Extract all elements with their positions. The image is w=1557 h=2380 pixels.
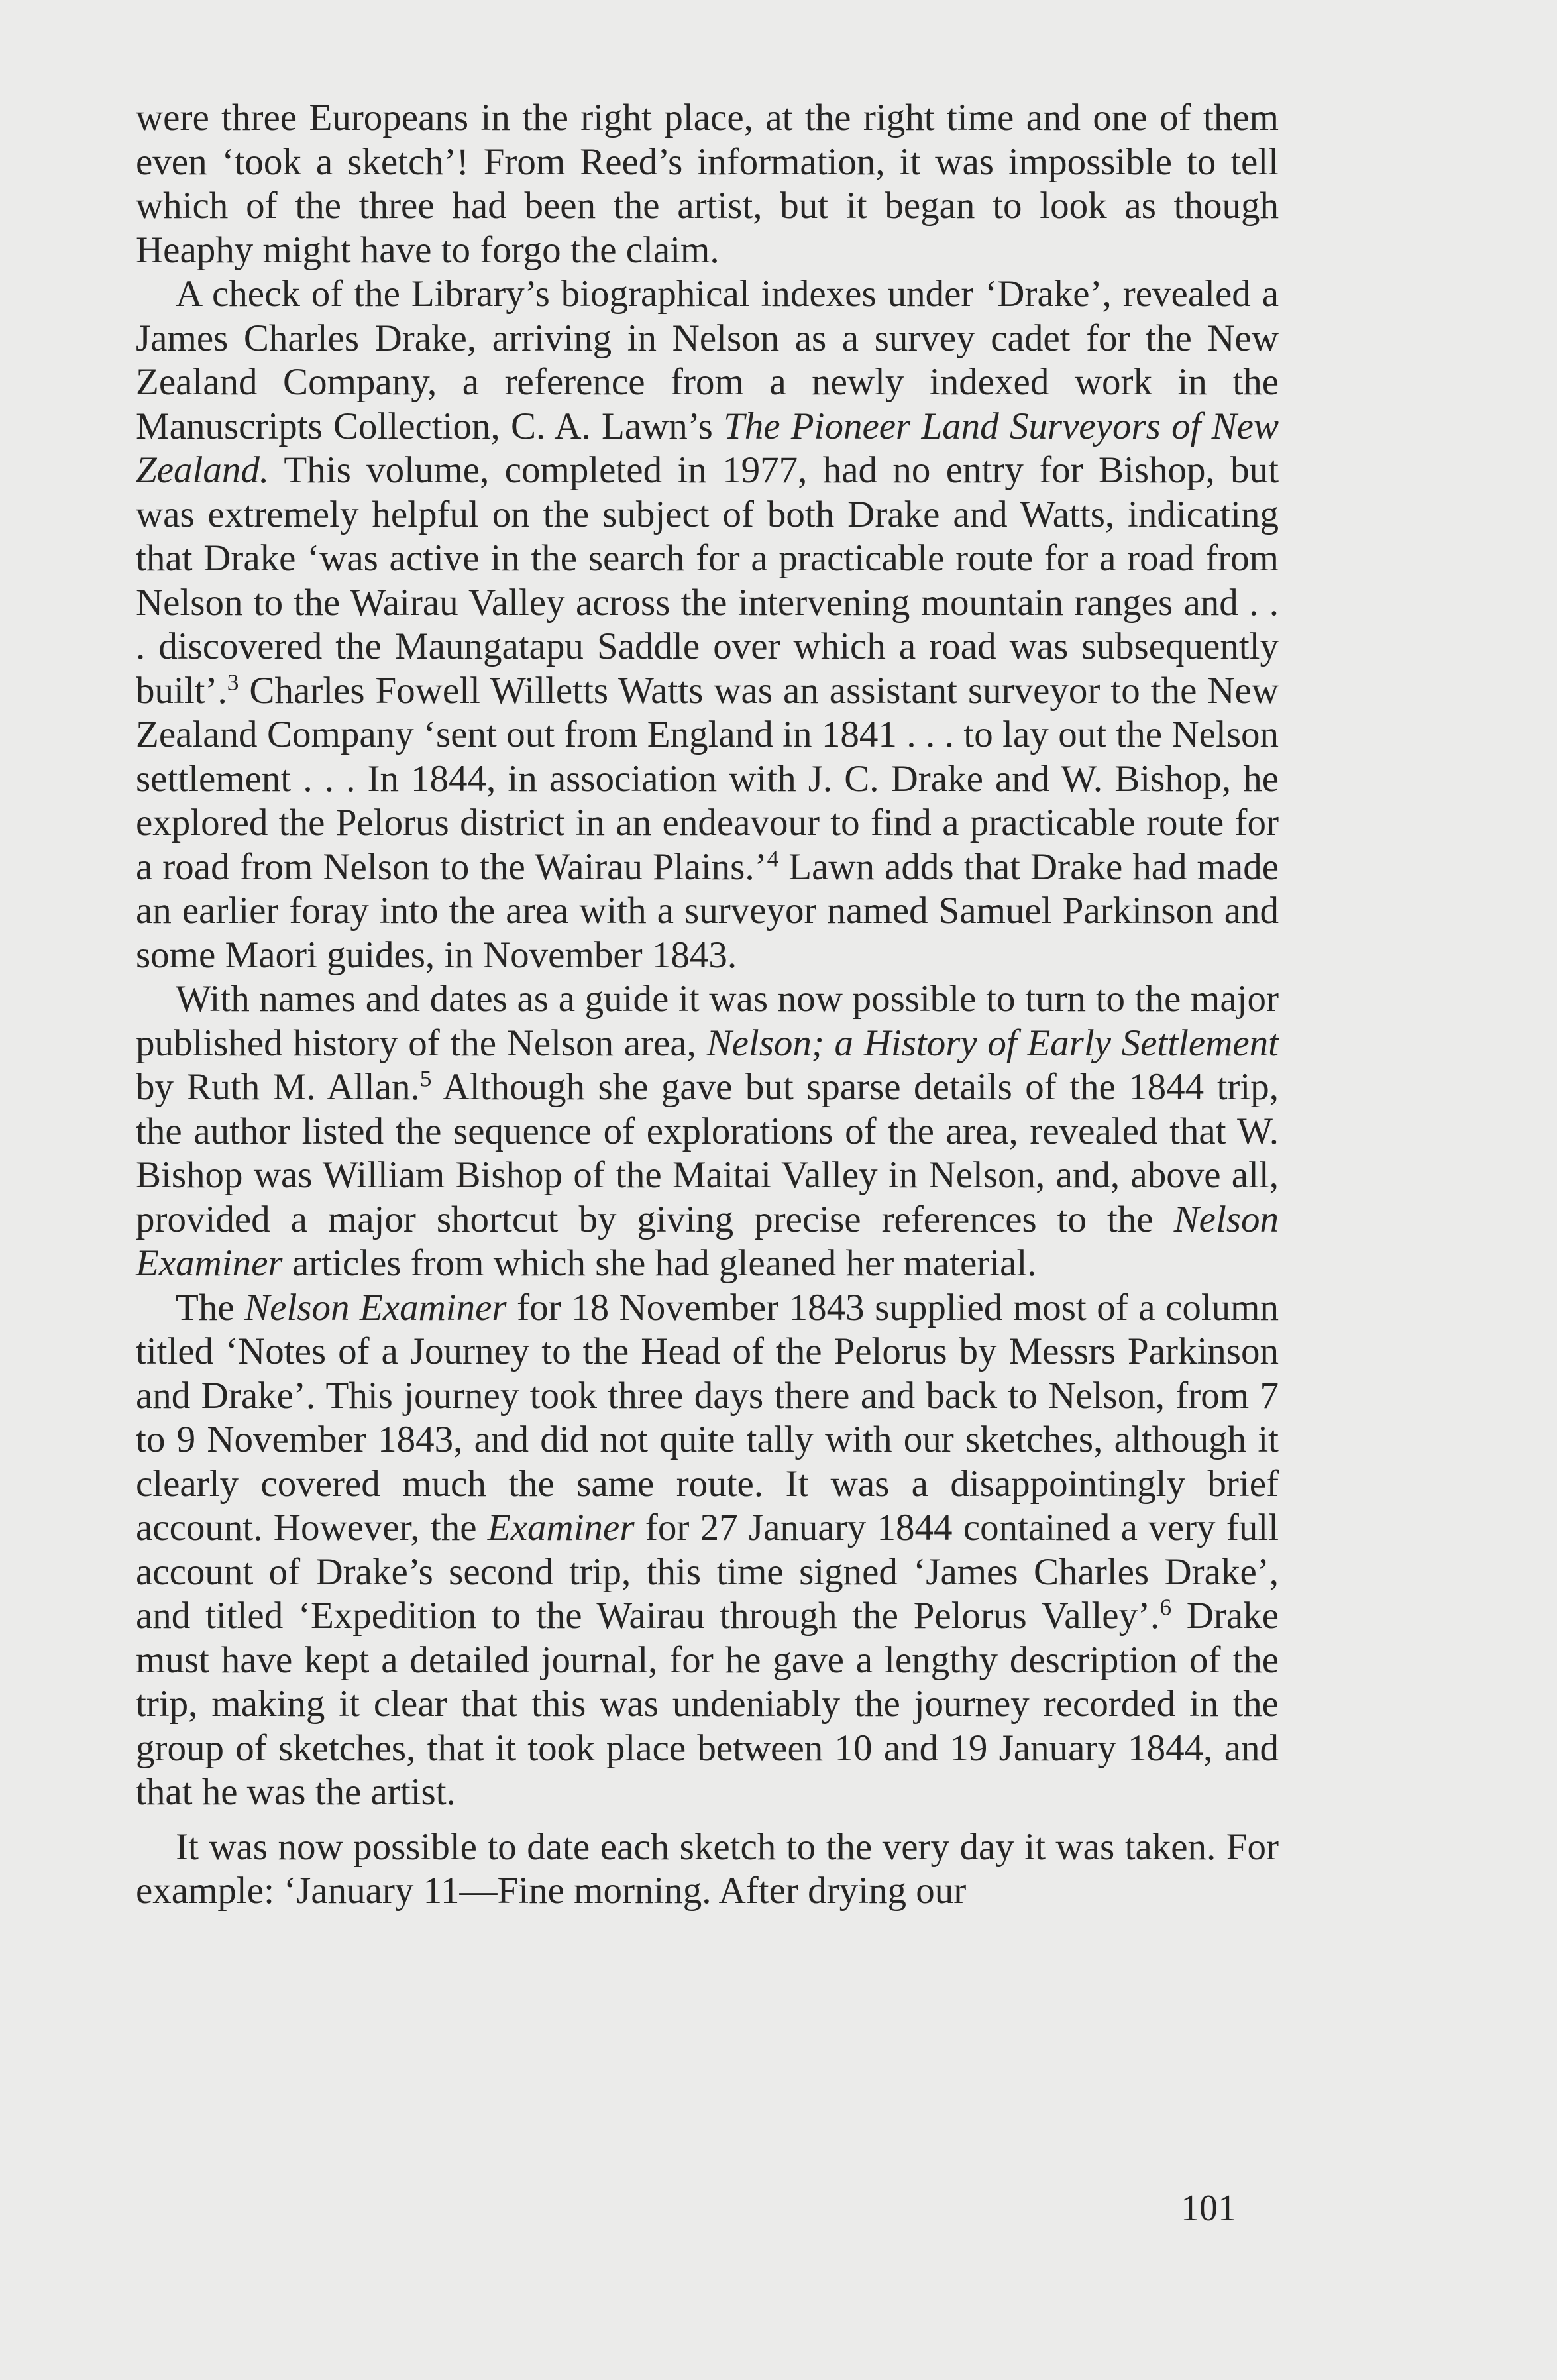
text-run: by Ruth M. Allan. <box>136 1066 420 1108</box>
page-number: 101 <box>1181 2188 1236 2229</box>
body-text <box>136 96 1279 1914</box>
text-run: A check of the Library’s biographical indexes under ‘Drake’, revealed a James Charles Drake, arriving in Nelson as a survey cadet for the New Zealand Company, a reference from a newly indexed work in the Manuscripts Collection, C. A. Lawn’s <box>136 273 1279 447</box>
paragraph <box>136 977 1279 1286</box>
text-run: The <box>176 1286 245 1328</box>
text-run: With names and dates as a guide it was now possible to turn to the major published history of the Nelson area, <box>136 978 1279 1064</box>
text-run: It was now possible to date each sketch to the very day it was taken. For example: ‘January 11—Fine morning. After drying our <box>136 1825 1279 1912</box>
paragraph <box>136 272 1279 977</box>
italic-book-title: Nelson; a History of Early Settlement <box>706 1022 1279 1064</box>
text-run: for 27 January 1844 contained a very full account of Drake’s second trip, this time signed ‘James Charles Drake’, and titled ‘Expedition to the Wairau through the Pelorus Valley’. <box>136 1507 1279 1637</box>
footnote-marker: 4 <box>767 845 779 872</box>
text-run: Lawn adds that Drake had made an earlier foray into the area with a surveyor named Samuel Parkinson and some Maori guides, in November 1843. <box>136 845 1279 976</box>
italic-newspaper-title: Examiner <box>487 1507 635 1548</box>
text-run: Charles Fowell Willetts Watts was an assistant surveyor to the New Zealand Company ‘sent out from England in 1841 . . . to lay out the Nelson settlement . . . In 1844, in association with J. C. Drake and W. Bishop, he explored the Pelorus district in an endeavour to find a practicable route for a road from Nelson to the Wairau Plains.’ <box>136 669 1279 888</box>
italic-book-title: The Pioneer Land Surveyors of New Zealand. <box>136 405 1279 491</box>
text-run: This volume, completed in 1977, had no entry for Bishop, but was extremely helpful on the subject of both Drake and Watts, indicating that Drake ‘was active in the search for a practicable route for a road from Nelson to the Wairau Valley across the intervening mountain ranges and . . . discovered the Maungatapu Saddle over which a road was subsequently built’. <box>136 449 1279 712</box>
paragraph <box>136 1286 1279 1815</box>
footnote-marker: 5 <box>419 1065 432 1092</box>
text-run: for 18 November 1843 supplied most of a column titled ‘Notes of a Journey to the Head of the Pelorus by Messrs Parkinson and Drake’. This journey took three days there and back to Nelson, from 7 to 9 November 1843, and did not quite tally with our sketches, although it clearly covered much the same route. It was a disappointingly brief account. However, the <box>136 1286 1279 1548</box>
text-run: articles from which she had gleaned her material. <box>282 1242 1037 1284</box>
paragraph <box>136 96 1279 272</box>
italic-newspaper-title: Nelson Examiner <box>244 1286 507 1328</box>
italic-newspaper-title: Nelson Examiner <box>136 1198 1279 1284</box>
text-run: Drake must have kept a detailed journal, for he gave a lengthy description of the trip, making it clear that this was undeniably the journey recorded in the group of sketches, that it took place between 10 and 19 January 1844, and that he was the artist. <box>136 1595 1279 1813</box>
footnote-marker: 3 <box>227 669 239 696</box>
text-run: were three Europeans in the right place, at the right time and one of them even ‘took a sketch’! From Reed’s information, it was impossible to tell which of the three had been the artist, but it began to look as though Heaphy might have to forgo the claim. <box>136 97 1279 271</box>
text-run: Although she gave but sparse details of the 1844 trip, the author listed the sequence of explorations of the area, revealed that W. Bishop was William Bishop of the Maitai Valley in Nelson, and, above all, provided a major shortcut by giving precise references to the <box>136 1066 1279 1240</box>
footnote-marker: 6 <box>1159 1594 1171 1621</box>
paragraph <box>136 1825 1279 1914</box>
